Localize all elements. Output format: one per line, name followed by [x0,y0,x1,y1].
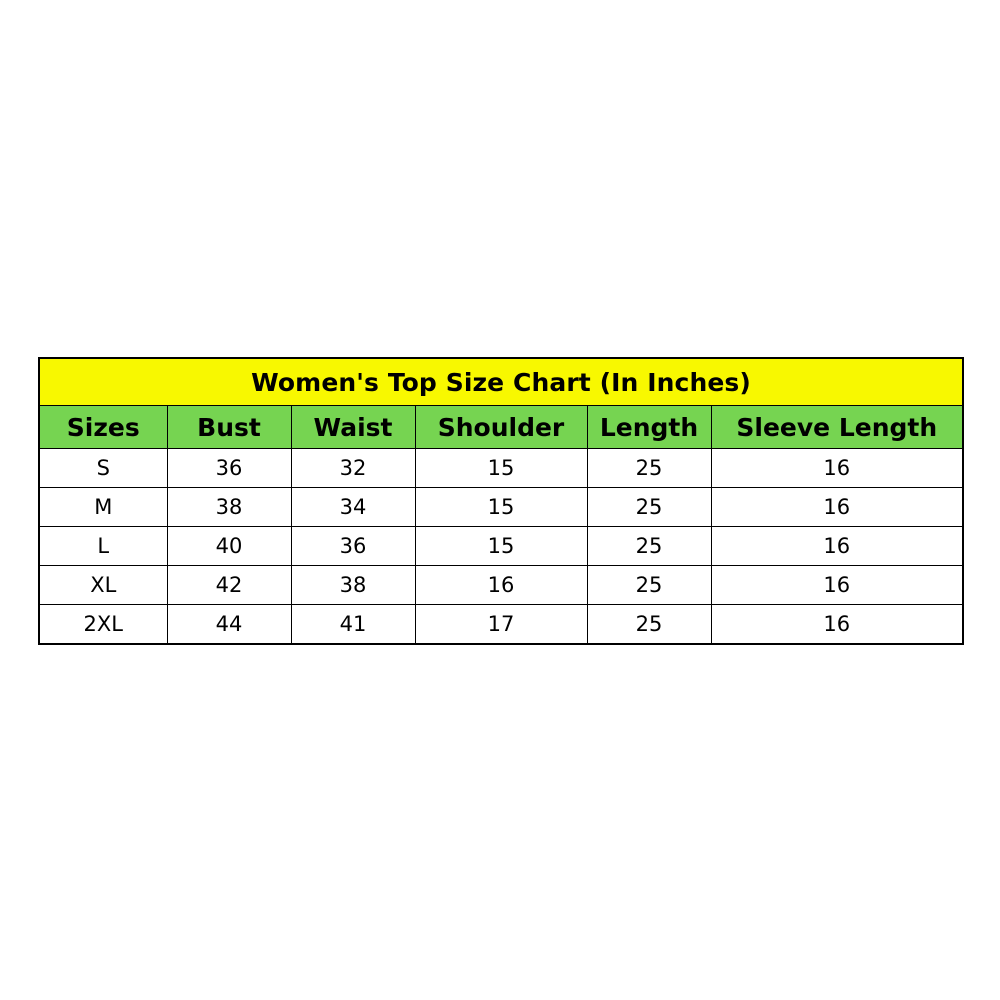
cell-bust: 42 [167,566,291,605]
table-row [39,527,963,566]
column-header-sizes: Sizes [39,406,167,449]
cell-shoulder: 15 [415,488,587,527]
size-chart-table [38,357,964,645]
cell-bust: 38 [167,488,291,527]
cell-waist: 38 [291,566,415,605]
cell-shoulder: 16 [415,566,587,605]
column-header-waist: Waist [291,406,415,449]
column-header-bust: Bust [167,406,291,449]
cell-length: 25 [587,449,711,488]
size-chart-container [38,357,962,645]
cell-bust: 36 [167,449,291,488]
cell-size: 2XL [39,605,167,645]
cell-length: 25 [587,605,711,645]
cell-sleeve-length: 16 [711,566,963,605]
cell-length: 25 [587,527,711,566]
cell-size: M [39,488,167,527]
cell-shoulder: 15 [415,527,587,566]
cell-waist: 34 [291,488,415,527]
cell-shoulder: 15 [415,449,587,488]
table-title-row [39,358,963,406]
table-row [39,488,963,527]
cell-sleeve-length: 16 [711,605,963,645]
cell-length: 25 [587,488,711,527]
cell-waist: 41 [291,605,415,645]
cell-size: S [39,449,167,488]
cell-bust: 40 [167,527,291,566]
cell-sleeve-length: 16 [711,527,963,566]
cell-size: XL [39,566,167,605]
table-row [39,605,963,645]
cell-waist: 36 [291,527,415,566]
cell-shoulder: 17 [415,605,587,645]
cell-waist: 32 [291,449,415,488]
column-header-sleeve-length: Sleeve Length [711,406,963,449]
cell-length: 25 [587,566,711,605]
cell-sleeve-length: 16 [711,488,963,527]
column-header-length: Length [587,406,711,449]
cell-sleeve-length: 16 [711,449,963,488]
column-header-shoulder: Shoulder [415,406,587,449]
cell-size: L [39,527,167,566]
chart-title: Women's Top Size Chart (In Inches) [39,358,963,406]
table-row [39,566,963,605]
cell-bust: 44 [167,605,291,645]
table-row [39,449,963,488]
table-header-row [39,406,963,449]
